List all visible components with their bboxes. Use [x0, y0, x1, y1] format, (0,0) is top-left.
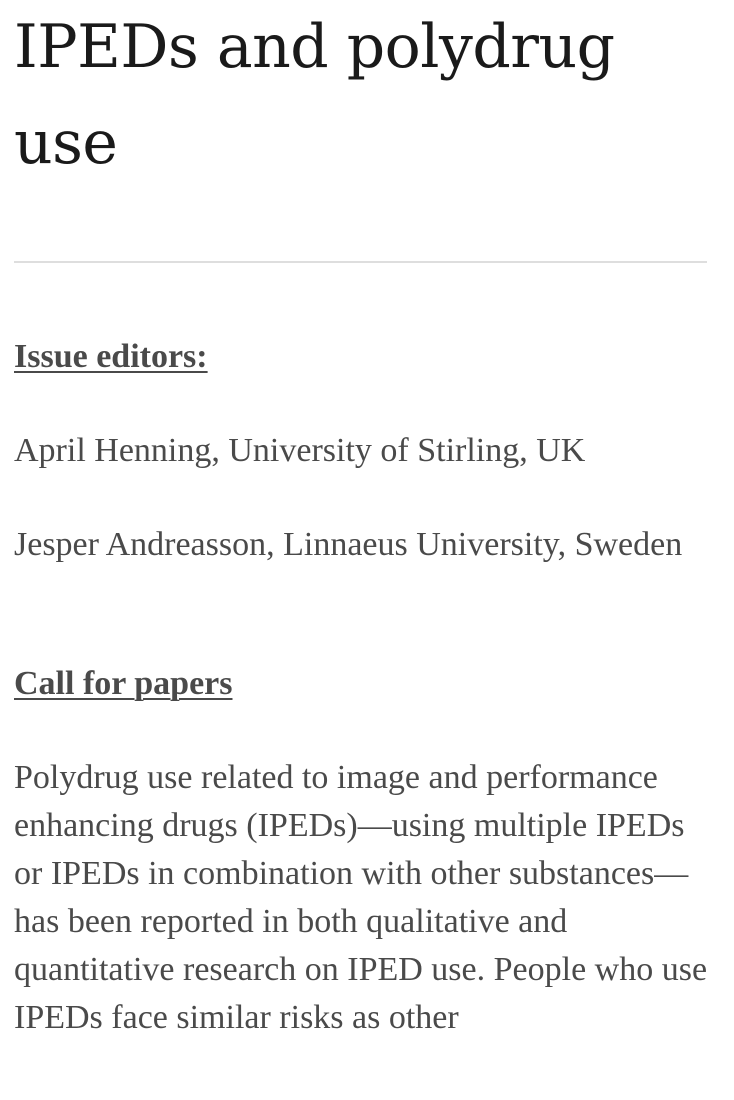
editor-entry: April Henning, University of Stirling, UK: [14, 432, 586, 469]
call-for-papers-body: Polydrug use related to image and performance enhancing drugs (IPEDs)—using multiple IPEDs or IPEDs in combination with other substances—has been reported in both qualitative and quantitative research on IPED use. People who use IPEDs face similar risks as other: [14, 759, 708, 1036]
issue-editors-heading: Issue editors:: [14, 338, 208, 375]
call-for-papers-heading: Call for papers: [14, 665, 233, 702]
article-page: [14, 0, 714, 1036]
title-divider: [14, 261, 707, 263]
editor-entry: Jesper Andreasson, Linnaeus University, Sweden: [14, 526, 683, 563]
page-title: IPEDs and polydrug use: [14, 12, 615, 178]
